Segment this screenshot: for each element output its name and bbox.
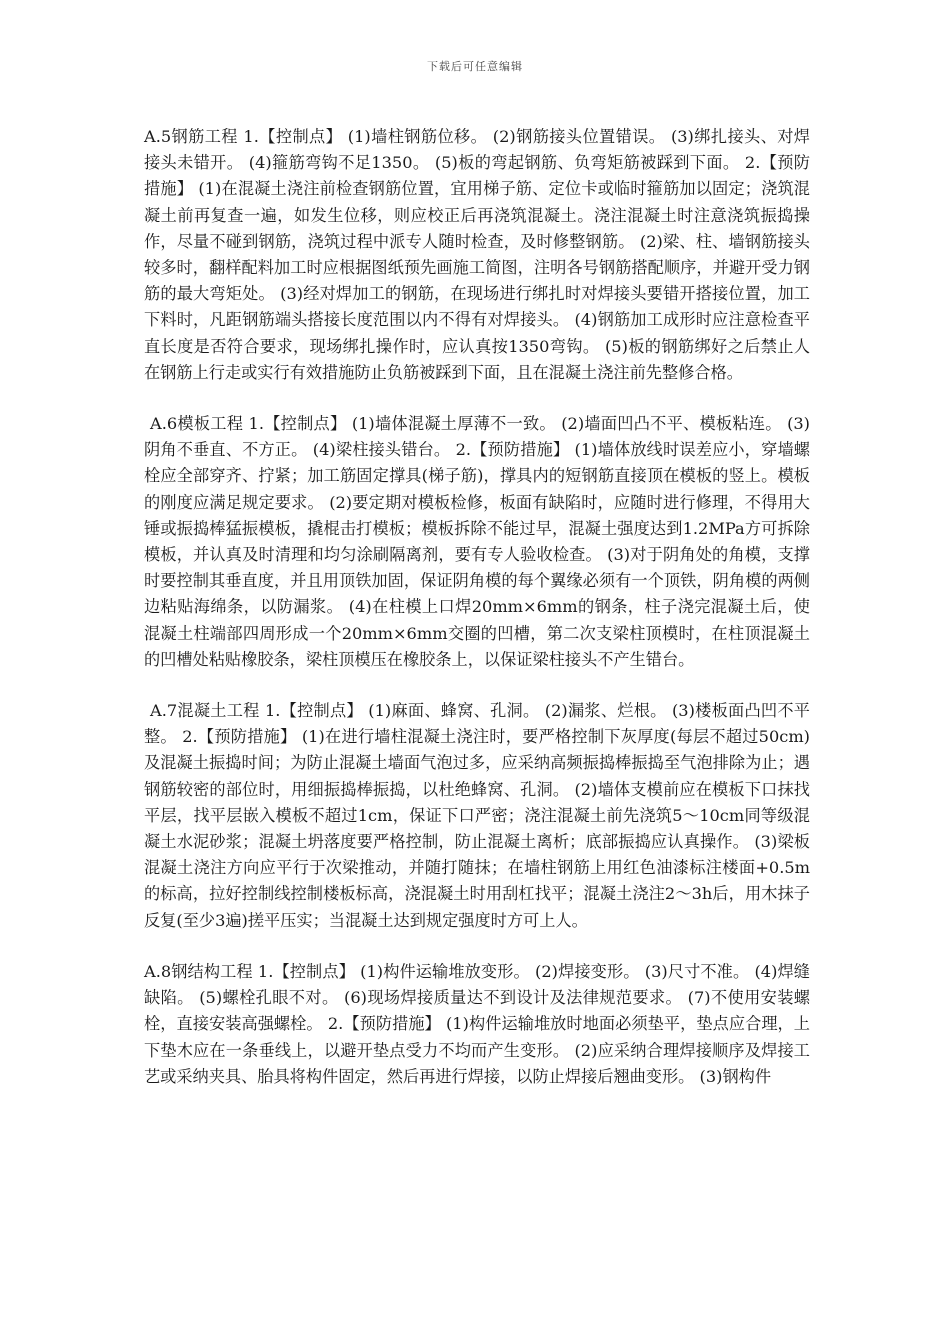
section-a8-steel-structure: A.8钢结构工程 1.【控制点】 (1)构件运输堆放变形。 (2)焊接变形。 (3)尺寸不准。 (4)焊缝缺陷。 (5)螺栓孔眼不对。 (6)现场焊接质量达不到设计及法律规范要求。 (7)不使用安装螺栓，直接安装高强螺栓。 2.【预防措施】 (1)构件运输堆放时地面必须垫平，垫点应合理，上下垫木应在一条垂线上，以避开垫点受力不均而产生变形。 (2)应采纳合理焊接顺序及焊接工艺或采纳夹具、胎具将构件固定，然后再进行焊接，以防止焊接后翘曲变形。 (3)钢构件 — [144, 961, 810, 1086]
page-header: 下载后可任意编辑 — [427, 60, 523, 73]
document-body — [144, 124, 810, 1115]
section-a5-rebar: A.5钢筋工程 1.【控制点】 (1)墙柱钢筋位移。 (2)钢筋接头位置错误。 (3)绑扎接头、对焊接头未错开。 (4)箍筋弯钩不足1350。 (5)板的弯起钢筋、负弯矩筋被踩到下面。 2.【预防措施】 (1)在混凝土浇注前检查钢筋位置，宜用梯子筋、定位卡或临时箍筋加以固定；浇筑混凝土前再复查一遍，如发生位移，则应校正后再浇筑混凝土。浇注混凝土时注意浇筑振捣操作，尽量不碰到钢筋，浇筑过程中派专人随时检查，及时修整钢筋。 (2)梁、柱、墙钢筋接头较多时，翻样配料加工时应根据图纸预先画施工简图，注明各号钢筋搭配顺序，并避开受力钢筋的最大弯矩处。 (3)经对焊加工的钢筋，在现场进行绑扎时对焊接头要错开搭接位置，加工下料时，凡距钢筋端头搭接长度范围以内不得有对焊接头。 (4)钢筋加工成形时应注意检查平直长度是否符合要求，现场绑扎操作时，应认真按1350弯钩。 (5)板的钢筋绑好之后禁止人在钢筋上行走或实行有效措施防止负筋被踩到下面，且在混凝土浇注前先整修合格。 — [144, 127, 810, 382]
section-a6-formwork: A.6模板工程 1.【控制点】 (1)墙体混凝土厚薄不一致。 (2)墙面凹凸不平、模板粘连。 (3)阴角不垂直、不方正。 (4)梁柱接头错台。 2.【预防措施】 (1)墙体放线时误差应小，穿墙螺栓应全部穿齐、拧紧；加工筋固定撑具(梯子筋)，撑具内的短钢筋直接顶在模板的竖上。模板的刚度应满足规定要求。 (2)要定期对模板检修，板面有缺陷时，应随时进行修理，不得用大锤或振捣棒猛振模板，撬棍击打模板；模板拆除不能过早，混凝土强度达到1.2MPa方可拆除模板，并认真及时清理和均匀涂刷隔离剂，要有专人验收检查。 (3)对于阴角处的角模，支撑时要控制其垂直度，并且用顶铁加固，保证阴角模的每个翼缘必须有一个顶铁，阴角模的两侧边粘贴海绵条，以防漏浆。 (4)在柱模上口焊20mm×6mm的钢条，柱子浇完混凝土后，使混凝土柱端部四周形成一个20mm×6mm交圈的凹槽，第二次支梁柱顶模时，在柱顶混凝土的凹槽处粘贴橡胶条，梁柱顶模压在橡胶条上，以保证梁柱接头不产生错台。 — [144, 414, 810, 669]
section-a7-concrete: A.7混凝土工程 1.【控制点】 (1)麻面、蜂窝、孔洞。 (2)漏浆、烂根。 (3)楼板面凸凹不平整。 2.【预防措施】 (1)在进行墙柱混凝土浇注时，要严格控制下灰厚度(每层不超过50cm)及混凝土振捣时间；为防止混凝土墙面气泡过多，应采纳高频振捣棒振捣至气泡排除为止；遇钢筋较密的部位时，用细振捣棒振捣，以杜绝蜂窝、孔洞。 (2)墙体支模前应在模板下口抹找平层，找平层嵌入模板不超过1cm，保证下口严密；浇注混凝土前先浇筑5～10cm同等级混凝土水泥砂浆；混凝土坍落度要严格控制，防止混凝土离析；底部振捣应认真操作。 (3)梁板混凝土浇注方向应平行于次梁推动，并随打随抹；在墙柱钢筋上用红色油漆标注楼面+0.5m的标高，拉好控制线控制楼板标高，浇混凝土时用刮杠找平；混凝土浇注2～3h后，用木抹子反复(至少3遍)搓平压实；当混凝土达到规定强度时方可上人。 — [144, 701, 810, 930]
